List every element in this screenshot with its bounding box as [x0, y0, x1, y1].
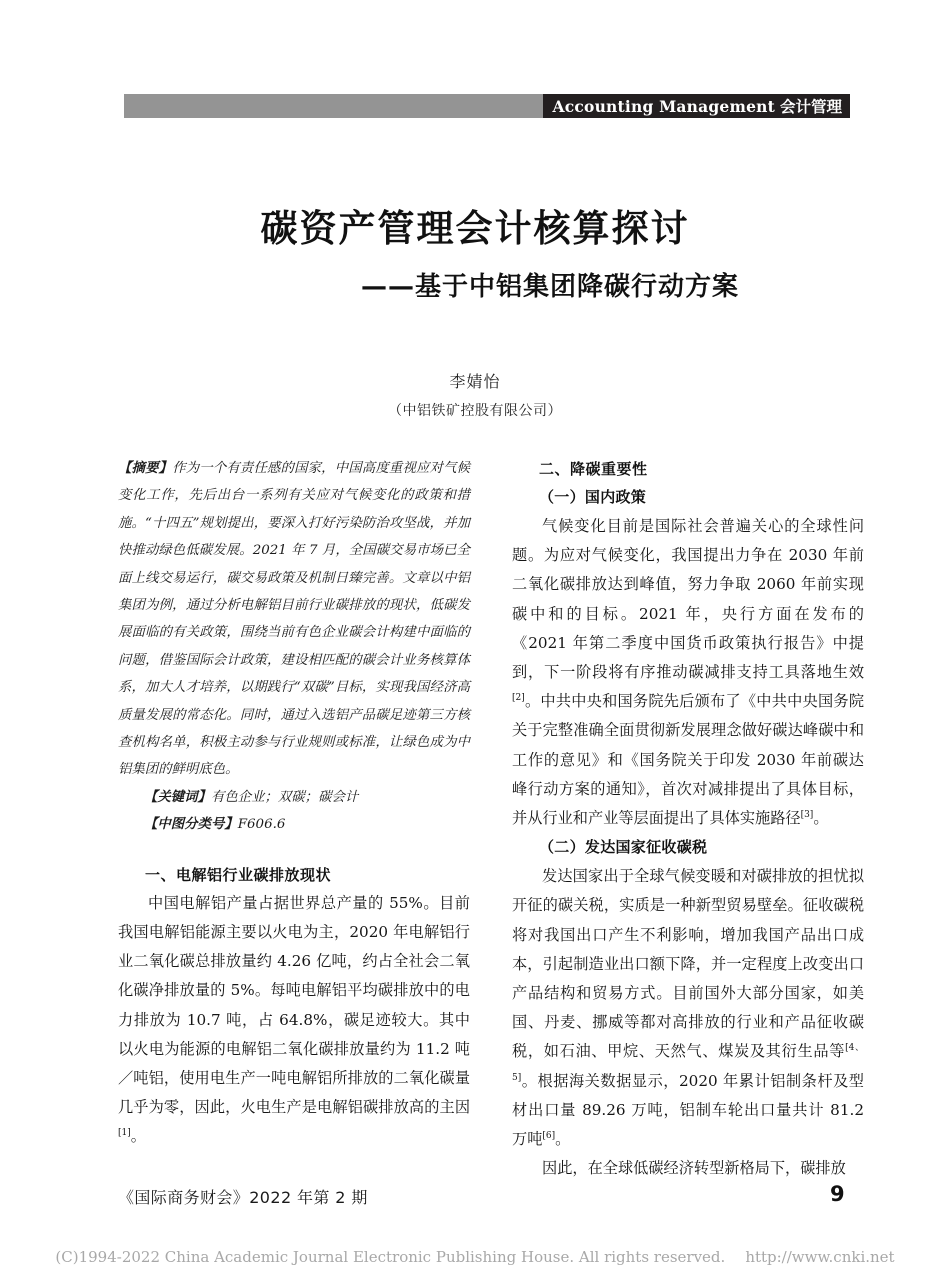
classification-label: 【中图分类号】 — [144, 816, 238, 833]
article-title: 碳资产管理会计核算探讨 — [260, 207, 690, 250]
article-subtitle: ——基于中铝集团降碳行动方案 — [360, 272, 739, 302]
keywords-text: 有色企业；双碳；碳会计 — [210, 789, 359, 805]
subsection-2-1-text-a: 气候变化目前是国际社会普遍关心的全球性问题。为应对气候变化，我国提出力争在 2030 年前二氧化碳排放达到峰值，努力争取 2060 年前实现碳中和的目标。2021 年，央行方面在发布的《2021 年第二季度中国货币政策执行报告》中提到，下一阶段将有序推动碳减排支持工具落地生效 — [512, 517, 864, 682]
footer-journal-name: 《国际商务财会》2022 年第 2 期 — [118, 1188, 368, 1207]
subsection-heading-2-1: （一）国内政策 — [539, 488, 647, 506]
reference-marker-6: [6] — [542, 1131, 556, 1141]
subsection-2-1-tail: 。 — [813, 809, 829, 828]
left-column — [118, 455, 470, 1152]
subsection-2-2-tail: 。 — [555, 1130, 571, 1149]
abstract-text: 作为一个有责任感的国家，中国高度重视应对气候变化工作，先后出台一系列有关应对气候变化的政策和措施。“十四五”规划提出，要深入打好污染防治攻坚战，并加快推动绿色低碳发展。2021 年 7 月，全国碳交易市场已全面上线交易运行，碳交易政策及机制日臻完善。文章以中铝集团为例，通过分析电解铝目前行业碳排放的现状，低碳发展面临的有关政策，围绕当前有色企业碳会计构建中面临的问题，借鉴国际会计政策，建设相匹配的碳会计业务核算体系，加大人才培养，以期践行“双碳”目标，实现我国经济高质量发展的常态化。同时，通过入选铝产品碳足迹第三方核查机构名单，积极主动参与行业规则或标准，让绿色成为中铝集团的鲜明底色。 — [118, 461, 471, 778]
abstract-block — [118, 455, 470, 784]
copyright-text: (C)1994-2022 China Academic Journal Electronic Publishing House. All rights reserved. — [55, 1248, 726, 1266]
right-column — [512, 455, 864, 1183]
copyright-url: http://www.cnki.net — [745, 1248, 895, 1266]
reference-marker-2: [2] — [512, 693, 525, 704]
header-english-title: Accounting Management — [552, 96, 775, 116]
section-one-paragraph — [118, 889, 470, 1152]
classification-text: F606.6 — [237, 817, 286, 833]
subsection-2-2-text-a: 发达国家出于全球气候变暖和对碳排放的担忧拟开征的碳关税，实质是一种新型贸易壁垒。征收碳税将对我国出口产生不利影响，增加我国产品出口成本，引起制造业出口额下降，并一定程度上改变出口产品结构和贸易方式。目前国外大部分国家，如美国、丹麦、挪威等都对高排放的行业和产品征收碳税，如石油、甲烷、天然气、煤炭及其衍生品等 — [512, 867, 864, 1061]
footer-page-number: 9 — [830, 1182, 845, 1206]
subsection-2-1-paragraph — [512, 512, 864, 833]
header-gray-bar — [124, 94, 543, 118]
section-heading-one: 一、电解铝行业碳排放现状 — [145, 865, 332, 884]
keywords-line — [118, 784, 470, 811]
subsection-2-2-text-b: 。根据海关数据显示，2020 年累计铝制条杆及型材出口量 89.26 万吨，铝制车轮出口量共计 81.2 万吨 — [512, 1071, 864, 1149]
abstract-label: 【摘要】 — [118, 460, 173, 476]
header-chinese-title: 会计管理 — [779, 98, 842, 116]
subsection-2-1-text-b: 。中共中央和国务院先后颁布了《中共中央国务院关于完整准确全面贯彻新发展理念做好碳达峰碳中和工作的意见》和《国务院关于印发 2030 年前碳达峰行动方案的通知》，首次对减排提出了具体目标，并从行业和产业等层面提出了具体实施路径 — [512, 692, 864, 828]
subsection-2-2-paragraph-continued: 因此，在全球低碳经济转型新格局下，碳排放 — [542, 1159, 846, 1178]
copyright-notice — [0, 1248, 950, 1266]
section-one-paragraph-tail: 。 — [130, 1127, 146, 1146]
classification-line — [118, 811, 470, 838]
subsection-2-2-paragraph — [512, 862, 864, 1154]
author-affiliation: （中铝铁矿控股有限公司） — [388, 403, 562, 419]
keywords-label: 【关键词】 — [144, 788, 211, 805]
page-header-band — [124, 94, 850, 118]
section-heading-two: 二、降碳重要性 — [539, 460, 648, 478]
section-one-paragraph-text: 中国电解铝产量占据世界总产量的 55%。目前我国电解铝能源主要以火电为主，2020 年电解铝行业二氧化碳总排放量约 4.26 亿吨，约占全社会二氧化碳净排放量的 5%。每吨电解铝平均碳排放中的电力排放为 10.7 吨，占 64.8%，碳足迹较大。其中以火电为能源的电解铝二氧化碳排放量约为 11.2 吨／吨铝，使用电生产一吨电解铝所排放的二氧化碳量几乎为零，因此，火电生产是电解铝碳排放高的主因 — [118, 893, 470, 1117]
header-dark-label — [543, 94, 850, 118]
reference-marker-1: [1] — [118, 1128, 131, 1139]
reference-marker-4: [4、5] — [512, 1043, 864, 1083]
subsection-heading-2-2: （二）发达国家征收碳税 — [539, 838, 708, 857]
reference-marker-3: [3] — [800, 809, 814, 820]
author-name: 李婧怡 — [449, 372, 501, 391]
